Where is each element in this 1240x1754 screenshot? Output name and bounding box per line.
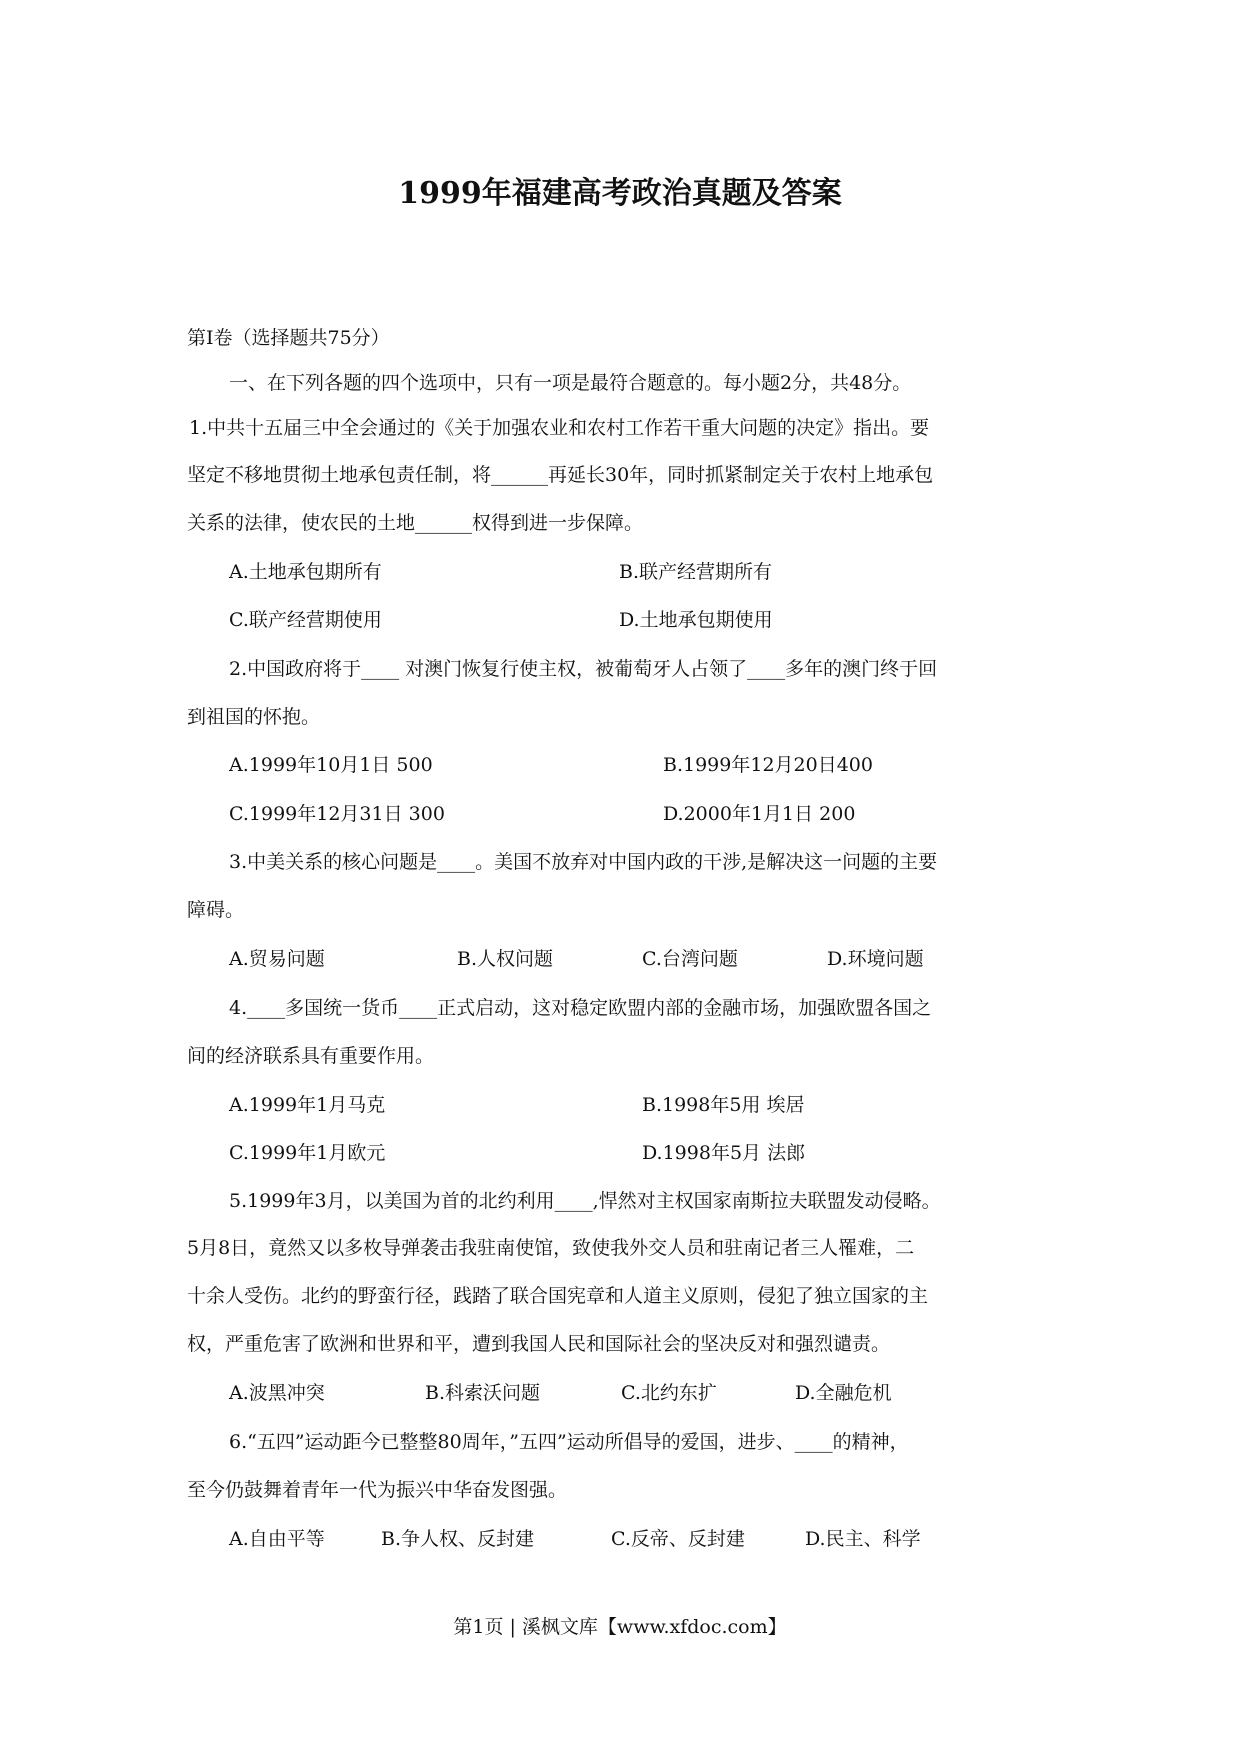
q4-option-d: D.1998年5月 法郎 <box>642 1142 806 1164</box>
q5-option-a: A.波黑冲突 <box>229 1382 325 1404</box>
q2-option-c: C.1999年12月31日 300 <box>229 803 445 825</box>
q1-line-2: 坚定不移地贯彻土地承包责任制，将______再延长30年，同时抓紧制定关于农村上地承包 <box>187 464 934 486</box>
q2-line-1: 2.中国政府将于____ 对澳门恢复行使主权，被葡萄牙人占领了____多年的澳门终于回 <box>229 658 938 680</box>
q6-option-a: A.自由平等 <box>229 1528 325 1550</box>
q5-option-b: B.科索沃问题 <box>425 1382 541 1404</box>
q3-option-d: D.环境问题 <box>827 948 924 970</box>
q2-option-d: D.2000年1月1日 200 <box>663 803 856 825</box>
q1-option-c: C.联产经营期使用 <box>229 609 382 631</box>
q4-line-2: 间的经济联系具有重要作用。 <box>187 1045 435 1067</box>
q5-option-d: D.全融危机 <box>795 1382 892 1404</box>
q2-option-a: A.1999年10月1日 500 <box>229 754 433 776</box>
q4-option-c: C.1999年1月欧元 <box>229 1142 386 1164</box>
instruction-text: 一、在下列各题的四个选项中，只有一项是最符合题意的。每小题2分，共48分。 <box>229 372 912 394</box>
q4-option-a: A.1999年1月马克 <box>229 1094 386 1116</box>
q1-option-b: B.联产经营期所有 <box>619 561 773 583</box>
q6-line-1: 6.“五四”运动距今已整整80周年，”五四”运动所倡导的爱国，进步、____的精神， <box>229 1431 909 1453</box>
q5-line-4: 权，严重危害了欧洲和世界和平，遭到我国人民和国际社会的坚决反对和强烈谴责。 <box>187 1333 891 1355</box>
q2-option-b: B.1999年12月20日400 <box>663 754 873 776</box>
q6-option-d: D.民主、科学 <box>805 1528 921 1550</box>
q5-line-1: 5.1999年3月，以美国为首的北约利用____,悍然对主权国家南斯拉夫联盟发动侵略。 <box>229 1190 941 1212</box>
page-footer: 第1页 | 溪枫文库【www.xfdoc.com】 <box>453 1616 787 1638</box>
q1-line-3: 关系的法律，使农民的土地______权得到进一步保障。 <box>187 512 644 534</box>
q1-line-1: 1.中共十五届三中全会通过的《关于加强农业和农村工作若干重大问题的决定》指出。要 <box>189 417 930 439</box>
q1-option-d: D.土地承包期使用 <box>619 609 773 631</box>
q5-option-c: C.北约东扩 <box>621 1382 717 1404</box>
q3-line-1: 3.中美关系的核心问题是____。美国不放弃对中国内政的干涉,是解决这一问题的主要 <box>229 851 938 873</box>
q6-option-c: C.反帝、反封建 <box>611 1528 745 1550</box>
q1-option-a: A.土地承包期所有 <box>229 561 382 583</box>
q3-option-b: B.人权问题 <box>457 948 554 970</box>
q5-line-3: 十余人受伤。北约的野蛮行径，践踏了联合国宪章和人道主义原则，侵犯了独立国家的主 <box>187 1285 929 1307</box>
q2-line-2: 到祖国的怀抱。 <box>187 706 321 728</box>
q6-option-b: B.争人权、反封建 <box>381 1528 535 1550</box>
document-title: 1999年福建高考政治真题及答案 <box>398 176 842 211</box>
q3-option-a: A.贸易问题 <box>229 948 325 970</box>
q3-option-c: C.台湾问题 <box>642 948 738 970</box>
q4-line-1: 4.____多国统一货币____正式启动，这对稳定欧盟内部的金融市场，加强欧盟各国之 <box>229 997 932 1019</box>
q6-line-2: 至今仍鼓舞着青年一代为振兴中华奋发图强。 <box>187 1479 568 1501</box>
q4-option-b: B.1998年5用 埃居 <box>642 1094 805 1116</box>
q3-line-2: 障碍。 <box>187 899 245 921</box>
section-heading: 第Ⅰ卷（选择题共75分） <box>187 327 390 349</box>
q5-line-2: 5月8日，竟然又以多枚导弹袭击我驻南使馆，致使我外交人员和驻南记者三人罹难，二 <box>187 1237 915 1259</box>
